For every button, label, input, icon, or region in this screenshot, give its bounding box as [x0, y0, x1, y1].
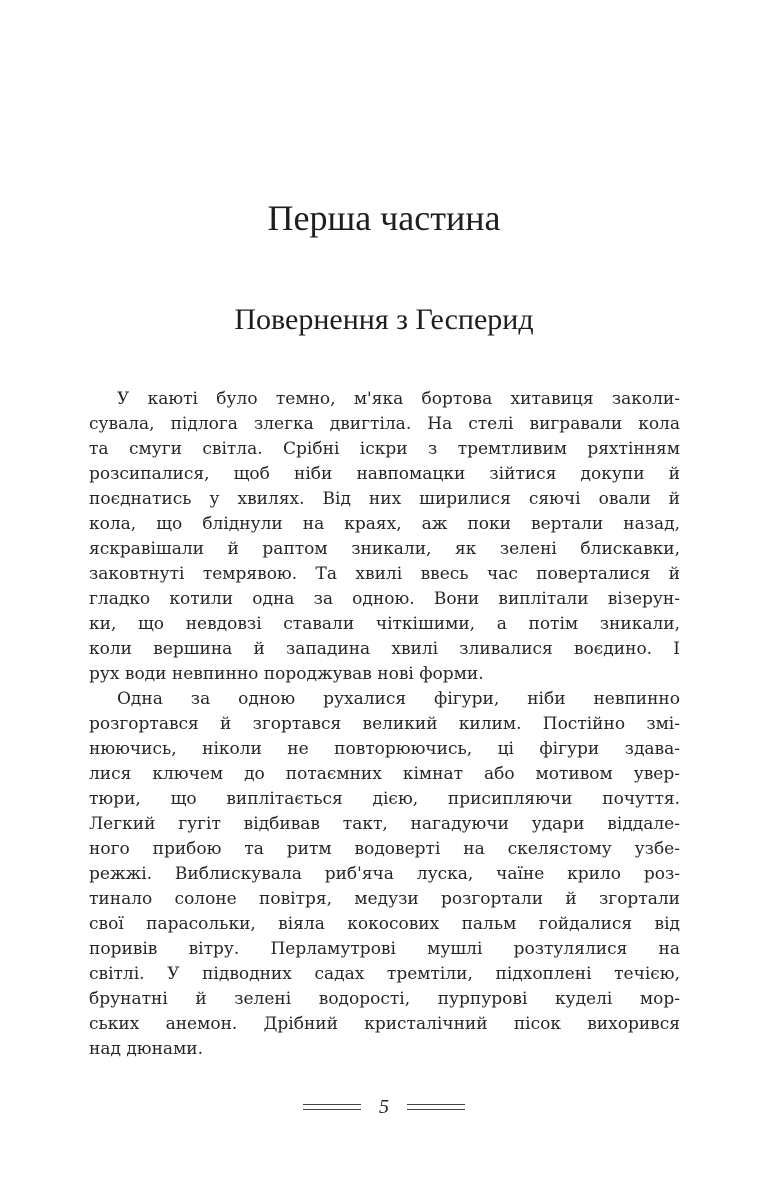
- text-line: коли вершина й западина хвилі зливалися воєдино. І: [89, 639, 680, 659]
- part-title: Перша частина: [267, 198, 501, 238]
- text-line: сувала, підлога злегка двигтіла. На стелі вигравали кола: [89, 414, 680, 434]
- text-line: лися ключем до потаємних кімнат або мотивом увер-: [89, 764, 680, 784]
- text-line: режжі. Виблискувала риб'яча луска, чаїне крило роз-: [89, 864, 680, 884]
- text-line: ки, що невдовзі ставали чіткішими, а потім зникали,: [89, 614, 680, 634]
- page-number: 5: [379, 1096, 389, 1118]
- text-line: свої парасольки, віяла кокосових пальм гойдалися від: [89, 914, 680, 934]
- text-line: Легкий гугіт відбивав такт, нагадуючи удари віддале-: [89, 814, 680, 834]
- page-footer: [0, 1094, 768, 1120]
- text-line: поєднатись у хвилях. Від них ширилися сяючі овали й: [89, 489, 680, 509]
- text-line: брунатні й зелені водорості, пурпурові куделі мор-: [89, 989, 680, 1009]
- paragraph: [89, 387, 680, 687]
- text-line: гладко котили одна за одною. Вони виплітали візерун-: [89, 589, 680, 609]
- text-line: нюючись, ніколи не повторюючись, ці фігури здава-: [89, 739, 680, 759]
- text-line: тюри, що виплітається дією, присипляючи почуття.: [89, 789, 680, 809]
- body-text: [89, 387, 680, 1062]
- decorative-double-rule-left: [303, 1104, 361, 1110]
- text-line: заковтнуті темрявою. Та хвилі ввесь час поверталися й: [89, 564, 680, 584]
- text-line: розсипалися, щоб ніби навпомацки зійтися докупи й: [89, 464, 680, 484]
- text-line: ного прибою та ритм водоверті на скелястому узбе-: [89, 839, 680, 859]
- text-line: поривів вітру. Перламутрові мушлі розтулялися на: [89, 939, 680, 959]
- chapter-title: Повернення з Гесперид: [234, 303, 534, 336]
- text-line: кола, що бліднули на краях, аж поки вертали назад,: [89, 514, 680, 534]
- text-line: Одна за одною рухалися фігури, ніби невпинно: [117, 689, 680, 709]
- text-line: яскравішали й раптом зникали, як зелені блискавки,: [89, 539, 680, 559]
- text-line: та смуги світла. Срібні іскри з тремтливим ряхтінням: [89, 439, 680, 459]
- text-line: над дюнами.: [89, 1039, 204, 1059]
- text-line: рух води невпинно породжував нові форми.: [89, 664, 484, 684]
- text-line: світлі. У підводних садах тремтіли, підхоплені течією,: [89, 964, 680, 984]
- paragraph: [89, 687, 680, 1062]
- text-line: тинало солоне повітря, медузи розгортали й згортали: [89, 889, 680, 909]
- text-line: У каюті було темно, м'яка бортова хитавиця заколи-: [117, 389, 680, 409]
- decorative-double-rule-right: [407, 1104, 465, 1110]
- text-line: ських анемон. Дрібний кристалічний пісок вихорився: [89, 1014, 680, 1034]
- text-line: розгортався й згортався великий килим. Постійно змі-: [89, 714, 680, 734]
